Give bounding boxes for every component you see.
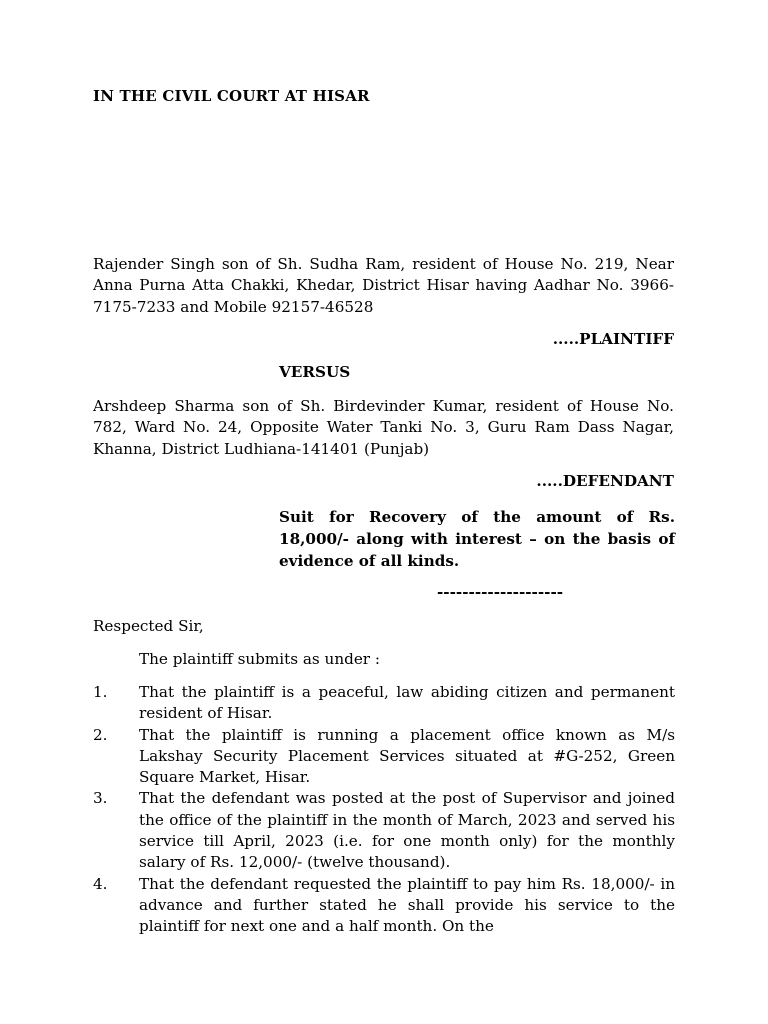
paragraph-text: That the plaintiff is running a placement office known as M/s Lakshay Security Placement Services situated at #G-252, Green Square Market, Hisar. — [139, 725, 675, 787]
court-title: IN THE CIVIL COURT AT HISAR — [93, 87, 370, 105]
versus-heading: VERSUS — [279, 363, 351, 381]
paragraph-number: 3. — [93, 789, 108, 808]
paragraph-text: That the plaintiff is a peaceful, law abiding citizen and permanent resident of Hisar. — [139, 683, 675, 723]
plaintiff-details: Rajender Singh son of Sh. Sudha Ram, resident of House No. 219, Near Anna Purna Atta Chakki, Khedar, District Hisar having Aadhar No. 3966-7175-7233 and Mobile 92157-46528 — [93, 255, 674, 316]
paragraph-text: That the defendant was posted at the post of Supervisor and joined the office of the plaintiff in the month of March, 2023 and served his service till April, 2023 (i.e. for one month only) for the monthly salary of Rs. 12,000/- (twelve thousand). — [139, 789, 675, 872]
defendant-details: Arshdeep Sharma son of Sh. Birdevinder Kumar, resident of House No. 782, Ward No. 24, Opposite Water Tanki No. 3, Guru Ram Dass Nagar, Khanna, District Ludhiana-141401 (Punjab) — [93, 397, 674, 458]
plaintiff-label: .....PLAINTIFF — [552, 330, 674, 348]
paragraph-3 — [93, 788, 675, 873]
intro-line: The plaintiff submits as under : — [139, 650, 381, 668]
paragraph-number: 1. — [93, 683, 108, 701]
paragraph-number: 4. — [93, 874, 108, 893]
separator-line: -------------------- — [437, 583, 564, 601]
defendant-label: .....DEFENDANT — [536, 472, 674, 490]
suit-subject: Suit for Recovery of the amount of Rs. 18,000/- along with interest – on the basis of evidence of all kinds. — [279, 508, 675, 570]
paragraph-number: 2. — [93, 725, 108, 744]
salutation: Respected Sir, — [93, 617, 204, 635]
paragraph-1 — [93, 682, 675, 725]
paragraph-4 — [93, 874, 675, 938]
paragraph-text: That the defendant requested the plaintiff to pay him Rs. 18,000/- in advance and further stated he shall provide his service to the plaintiff for next one and a half month. On the — [139, 874, 675, 936]
paragraph-list — [93, 682, 675, 938]
paragraph-2 — [93, 725, 675, 789]
